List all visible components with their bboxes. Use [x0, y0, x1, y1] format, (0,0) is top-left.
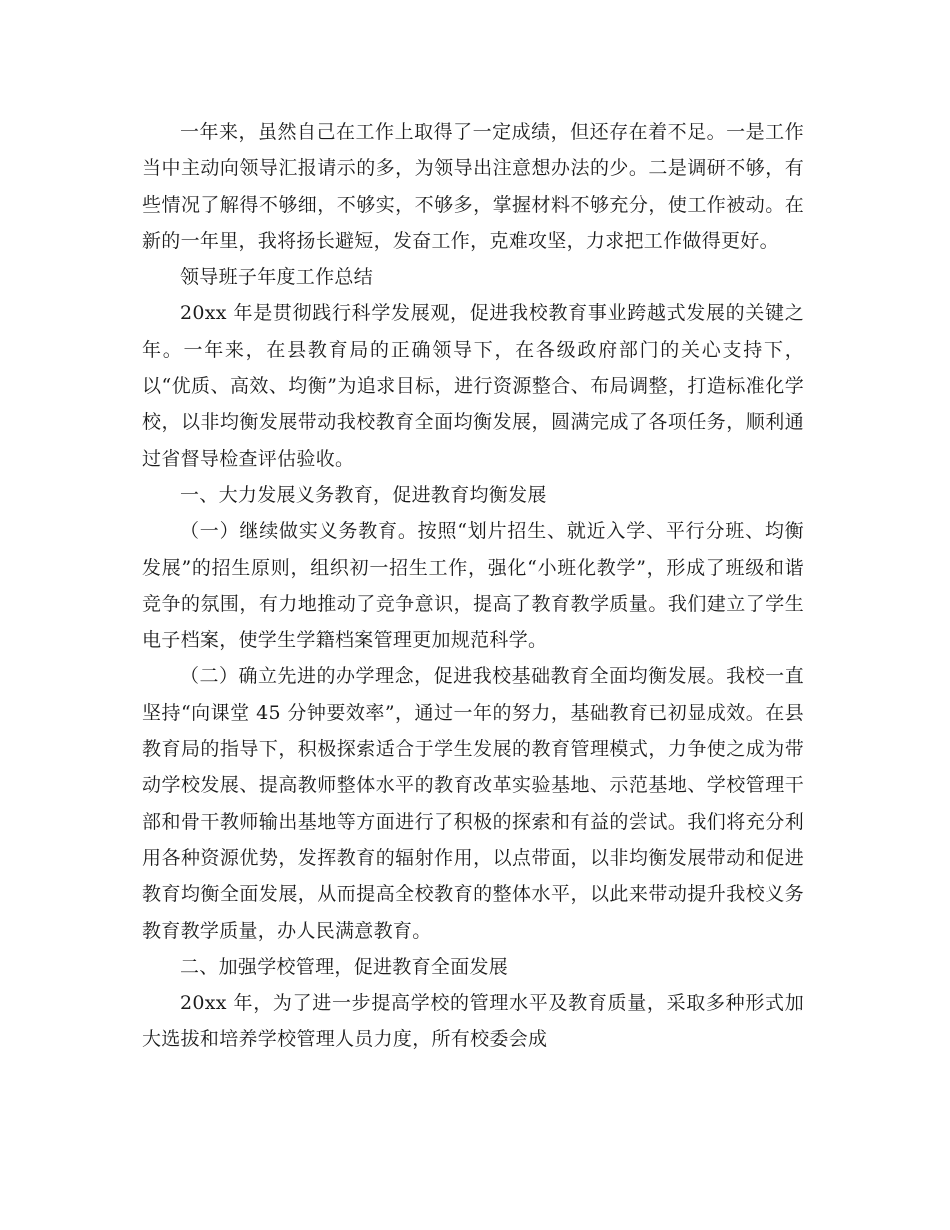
document-body — [142, 114, 804, 1058]
paragraph-self-review: 一年来，虽然自己在工作上取得了一定成绩，但还存在着不足。一是工作当中主动向领导汇报请示的多，为领导出注意想办法的少。二是调研不够，有些情况了解得不够细，不够实，不够多，掌握材料不够充分，使工作被动。在新的一年里，我将扬长避短，发奋工作，克难攻坚，力求把工作做得更好。 — [142, 121, 804, 252]
document-title: 领导班子年度工作总结 — [180, 266, 374, 289]
paragraph-section-2: 20xx 年，为了进一步提高学校的管理水平及教育质量，采取多种形式加大选拔和培养学校管理人员力度，所有校委会成 — [142, 992, 804, 1051]
paragraph-section-1-item-2: （二）确立先进的办学理念，促进我校基础教育全面均衡发展。我校一直坚持“向课堂 45 分钟要效率”，通过一年的努力，基础教育已初显成效。在县教育局的指导下，积极探索适合于学生发展的教育管理模式，力争使之成为带动学校发展、提高教师整体水平的教育改革实验基地、示范基地、学校管理干部和骨干教师输出基地等方面进行了积极的探索和有益的尝试。我们将充分利用各种资源优势，发挥教育的辐射作用，以点带面，以非均衡发展带动和促进教育均衡全面发展，从而提高全校教育的整体水平，以此来带动提升我校义务教育教学质量，办人民满意教育。 — [142, 665, 804, 942]
paragraph-intro: 20xx 年是贯彻践行科学发展观，促进我校教育事业跨越式发展的关键之年。一年来，在县教育局的正确领导下，在各级政府部门的关心支持下，以“优质、高效、均衡”为追求目标，进行资源整合、布局调整，打造标准化学校，以非均衡发展带动我校教育全面均衡发展，圆满完成了各项任务，顺利通过省督导检查评估验收。 — [142, 302, 804, 470]
section-heading-2: 二、加强学校管理，促进教育全面发展 — [180, 955, 509, 978]
paragraph-section-1-item-1: （一）继续做实义务教育。按照“划片招生、就近入学、平行分班、均衡发展”的招生原则，组织初一招生工作，强化“小班化教学”，形成了班级和谐竞争的氛围，有力地推动了竞争意识，提高了教育教学质量。我们建立了学生电子档案，使学生学籍档案管理更加规范科学。 — [142, 520, 804, 652]
section-heading-1: 一、大力发展义务教育，促进教育均衡发展 — [180, 483, 547, 506]
